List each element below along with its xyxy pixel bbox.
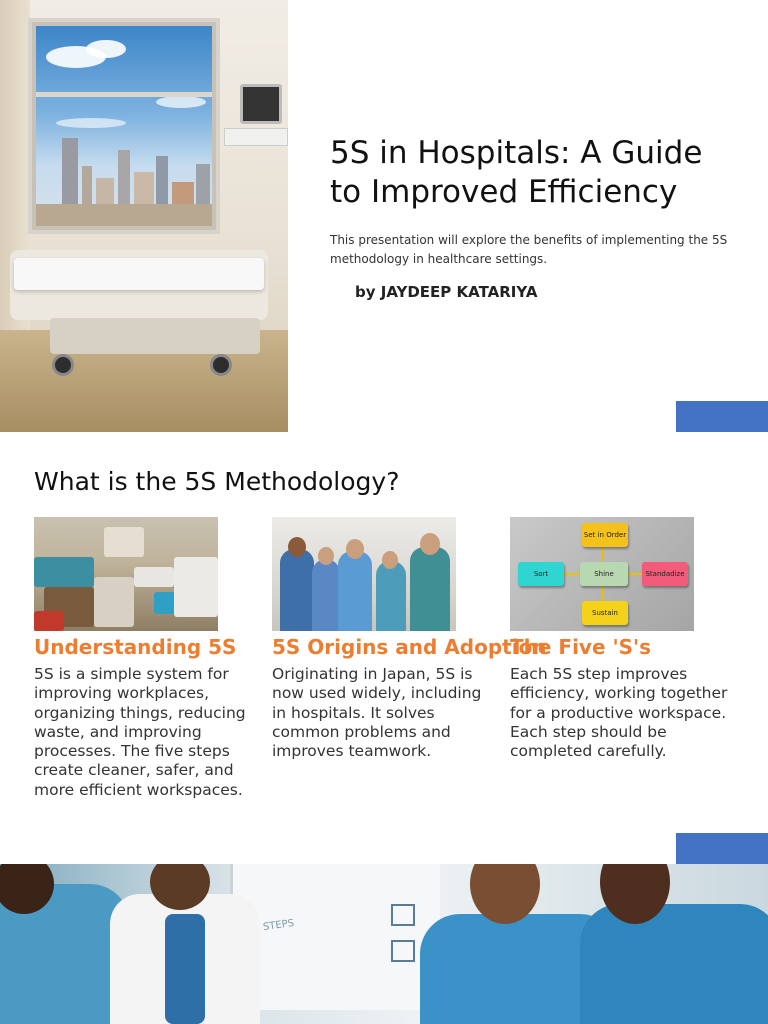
checkbox-icon <box>391 904 415 926</box>
shine-box: Shine <box>580 562 628 586</box>
healthcare-workers-image[interactable] <box>0 864 768 1024</box>
sustain-box: Sustain <box>582 601 628 625</box>
column-body: Originating in Japan, 5S is now used widely, including in hospitals. It solves common problems and improves teamwork. <box>272 665 482 761</box>
column-five-s <box>510 517 740 761</box>
hospital-room-image <box>0 0 288 432</box>
author-name: by JAYDEEP KATARIYA <box>355 283 538 301</box>
column-understanding <box>34 517 264 799</box>
column-title: 5S Origins and Adoption <box>272 635 547 659</box>
slide-heading: What is the 5S Methodology? <box>34 467 400 496</box>
column-title: Understanding 5S <box>34 635 237 659</box>
set-in-order-box: Set in Order <box>582 523 628 547</box>
window-image <box>28 18 220 234</box>
whiteboard-text: STEPS <box>262 917 295 934</box>
accent-bar <box>676 833 768 864</box>
methodology-slide[interactable] <box>0 432 768 864</box>
cluttered-ward-image <box>34 517 218 631</box>
whiteboard <box>230 864 440 1010</box>
presentation-title: 5S in Hospitals: A Guide to Improved Efficiency <box>330 135 703 210</box>
column-body: 5S is a simple system for improving workplaces, organizing things, reducing waste, and improving processes. The five steps create cleaner, safer, and more efficient workspaces. <box>34 665 246 799</box>
standardize-box: Standadize <box>642 562 688 586</box>
presentation-subtitle: This presentation will explore the benefits of implementing the 5S methodology in healthcare settings. <box>330 233 728 266</box>
column-body: Each 5S step improves efficiency, working together for a productive workspace. Each step should be completed carefully. <box>510 665 728 761</box>
five-s-flowchart-image <box>510 517 694 631</box>
sort-box: Sort <box>518 562 564 586</box>
medical-team-image <box>272 517 456 631</box>
column-title: The Five 'S's <box>510 635 652 659</box>
title-slide[interactable] <box>0 0 768 432</box>
accent-bar <box>676 401 768 432</box>
checkbox-icon <box>391 940 415 962</box>
monitor-icon <box>240 84 282 124</box>
